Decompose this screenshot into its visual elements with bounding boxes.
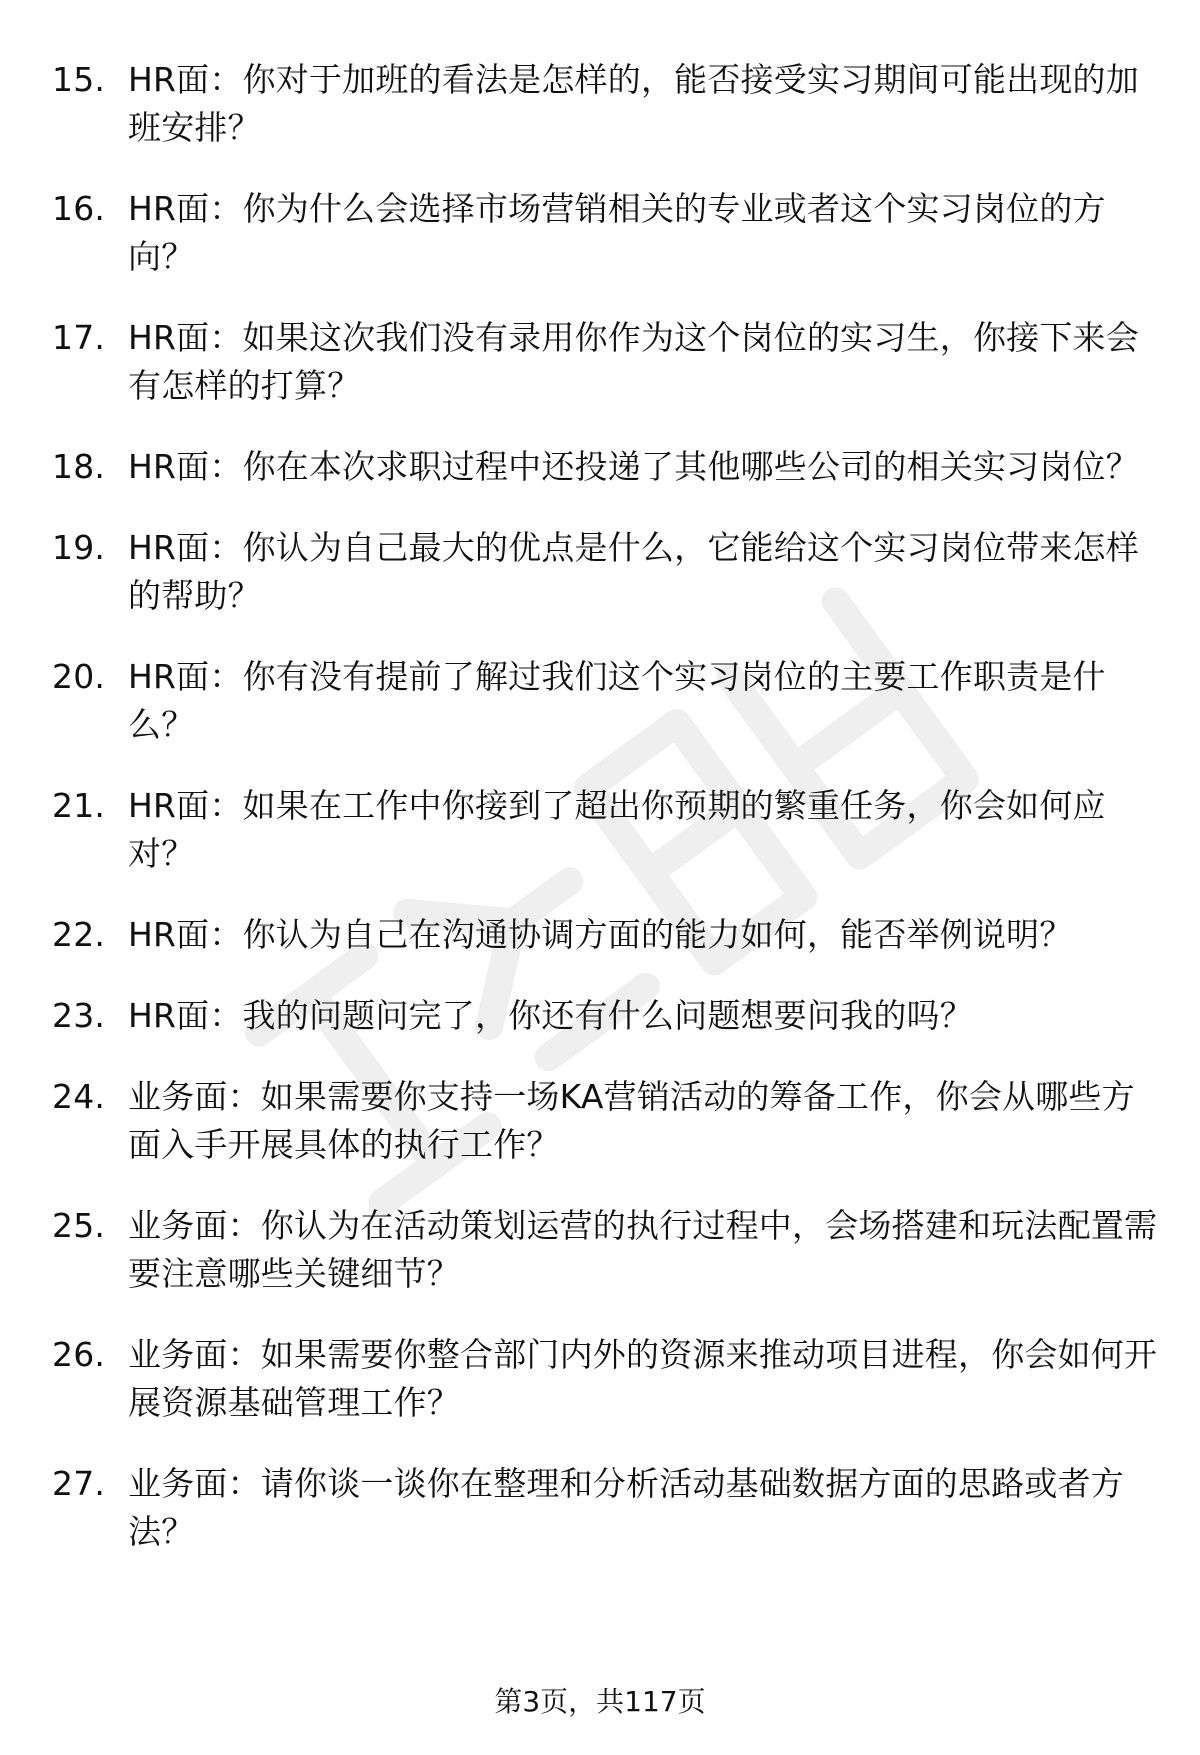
question-item-27 <box>52 1460 1162 1556</box>
question-number: 27. <box>52 1464 106 1503</box>
question-text: 业务面：如果需要你支持一场KA营销活动的筹备工作，你会从哪些方面入手开展具体的执行工作？ <box>128 1077 1135 1164</box>
question-number: 23. <box>52 996 106 1035</box>
question-text: HR面：你有没有提前了解过我们这个实习岗位的主要工作职责是什么？ <box>128 657 1106 744</box>
question-number: 19. <box>52 528 106 567</box>
question-item-26 <box>52 1331 1162 1427</box>
question-number: 21. <box>52 786 106 825</box>
question-item-20 <box>52 653 1162 749</box>
question-item-15 <box>52 56 1162 152</box>
question-item-16 <box>52 185 1162 281</box>
question-text: HR面：你对于加班的看法是怎样的，能否接受实习期间可能出现的加班安排？ <box>128 60 1139 147</box>
question-item-19 <box>52 524 1162 620</box>
page-footer: 第3页，共117页 <box>494 1685 706 1718</box>
question-text: HR面：你为什么会选择市场营销相关的专业或者这个实习岗位的方向？ <box>128 189 1106 276</box>
question-number: 25. <box>52 1206 106 1245</box>
question-text: HR面：你认为自己在沟通协调方面的能力如何，能否举例说明？ <box>128 915 1073 954</box>
interview-question-list <box>52 56 1162 1589</box>
question-item-25 <box>52 1202 1162 1298</box>
question-number: 20. <box>52 657 106 696</box>
question-item-21 <box>52 782 1162 878</box>
question-text: HR面：你在本次求职过程中还投递了其他哪些公司的相关实习岗位？ <box>128 447 1139 486</box>
question-item-23 <box>52 992 1162 1040</box>
question-text: 业务面：请你谈一谈你在整理和分析活动基础数据方面的思路或者方法？ <box>128 1464 1124 1551</box>
question-number: 17. <box>52 318 106 357</box>
question-item-22 <box>52 911 1162 959</box>
question-text: HR面：如果这次我们没有录用你作为这个岗位的实习生，你接下来会有怎样的打算？ <box>128 318 1139 405</box>
question-text: HR面：我的问题问完了，你还有什么问题想要问我的吗？ <box>128 996 973 1035</box>
question-number: 24. <box>52 1077 106 1116</box>
question-number: 16. <box>52 189 106 228</box>
question-number: 22. <box>52 915 106 954</box>
question-text: HR面：如果在工作中你接到了超出你预期的繁重任务，你会如何应对？ <box>128 786 1106 873</box>
question-item-24 <box>52 1073 1162 1169</box>
question-text: HR面：你认为自己最大的优点是什么，它能给这个实习岗位带来怎样的帮助？ <box>128 528 1139 615</box>
question-text: 业务面：如果需要你整合部门内外的资源来推动项目进程，你会如何开展资源基础管理工作？ <box>128 1335 1158 1422</box>
question-number: 26. <box>52 1335 106 1374</box>
question-number: 15. <box>52 60 106 99</box>
question-item-17 <box>52 314 1162 410</box>
question-item-18 <box>52 443 1162 491</box>
question-text: 业务面：你认为在活动策划运营的执行过程中，会场搭建和玩法配置需要注意哪些关键细节？ <box>128 1206 1158 1293</box>
question-number: 18. <box>52 447 106 486</box>
